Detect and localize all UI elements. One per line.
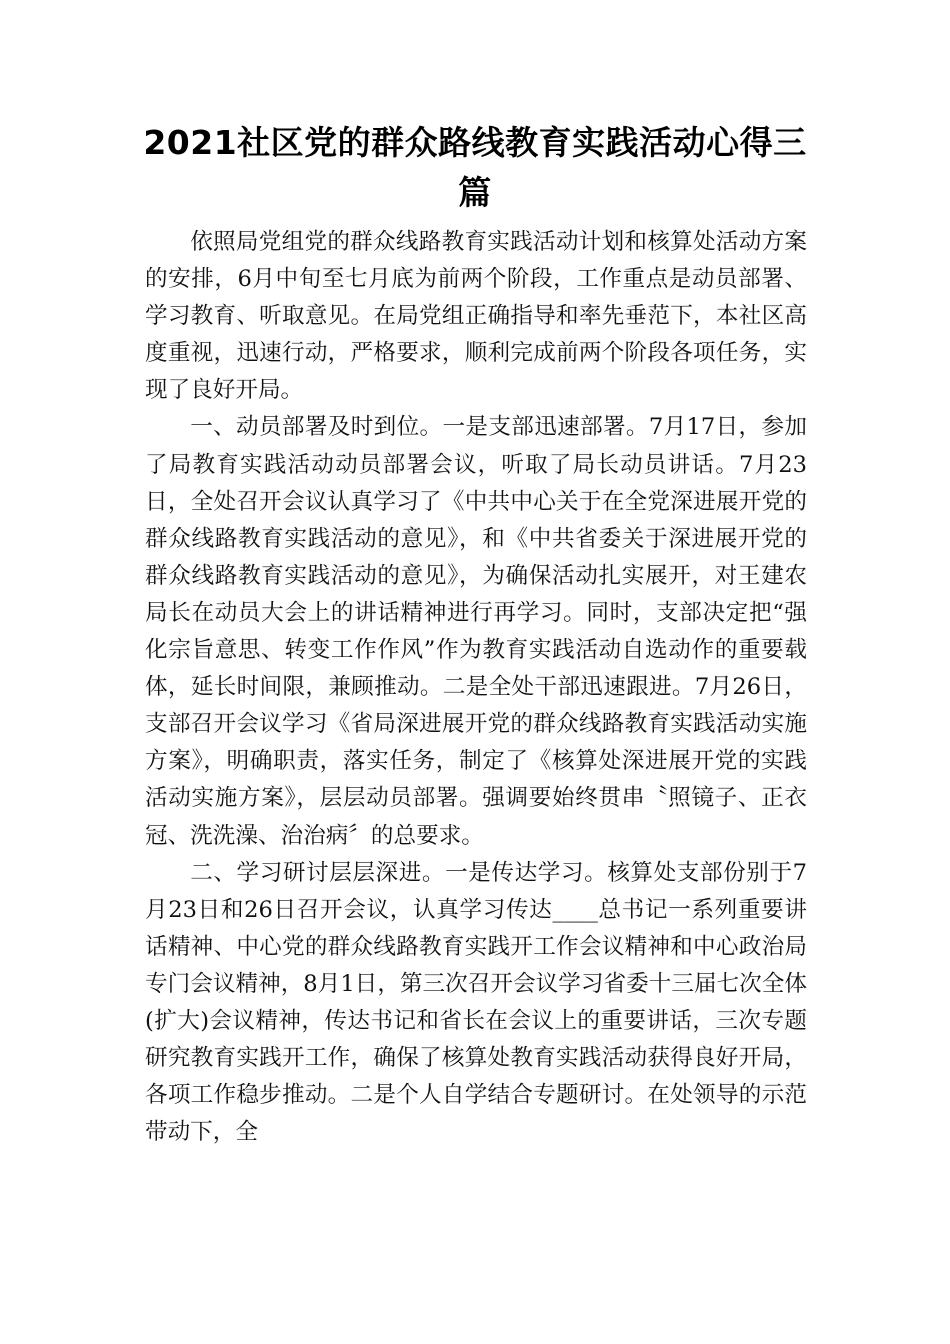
document-body [145,224,807,1151]
document-title: 2021社区党的群众路线教育实践活动心得三篇 [143,123,807,212]
paragraph-study: 二、学习研讨层层深进。一是传达学习。核算处支部份别于7月23日和26日召开会议，认真学习传达____总书记一系列重要讲话精神、中心党的群众线路教育实践开工作会议精神和中心政治局专门会议精神，8月1日，第三次召开会议学习省委十三届七次全体(扩大)会议精神，传达书记和省长在会议上的重要讲话，三次专题研究教育实践开工作，确保了核算处教育实践活动获得良好开局，各项工作稳步推动。二是个人自学结合专题研讨。在处领导的示范带动下，全 [145,859,807,1146]
paragraph-intro: 依照局党组党的群众线路教育实践活动计划和核算处活动方案的安排，6月中旬至七月底为前两个阶段，工作重点是动员部署、学习教育、听取意见。在局党组正确指导和率先垂范下，本社区高度重视，迅速行动，严格要求，顺利完成前两个阶段各项任务，实现了良好开局。 [145,229,807,404]
paragraph-mobilization: 一、动员部署及时到位。一是支部迅速部署。7月17日，参加了局教育实践活动动员部署会议，听取了局长动员讲话。7月23日，全处召开会议认真学习了《中共中心关于在全党深进展开党的群众线路教育实践活动的意见》，和《中共省委关于深进展开党的群众线路教育实践活动的意见》，为确保活动扎实展开，对王建农局长在动员大会上的讲话精神进行再学习。同时，支部决定把“强化宗旨意思、转变工作作风”作为教育实践活动自选动作的重要载体，延长时间限，兼顾推动。二是全处干部迅速跟进。7月26日，支部召开会议学习《省局深进展开党的群众线路教育实践活动实施方案》，明确职责，落实任务，制定了《核算处深进展开党的实践活动实施方案》，层层动员部署。强调要始终贯串〝照镜子、正衣冠、洗洗澡、治治病〞的总要求。 [145,414,807,849]
